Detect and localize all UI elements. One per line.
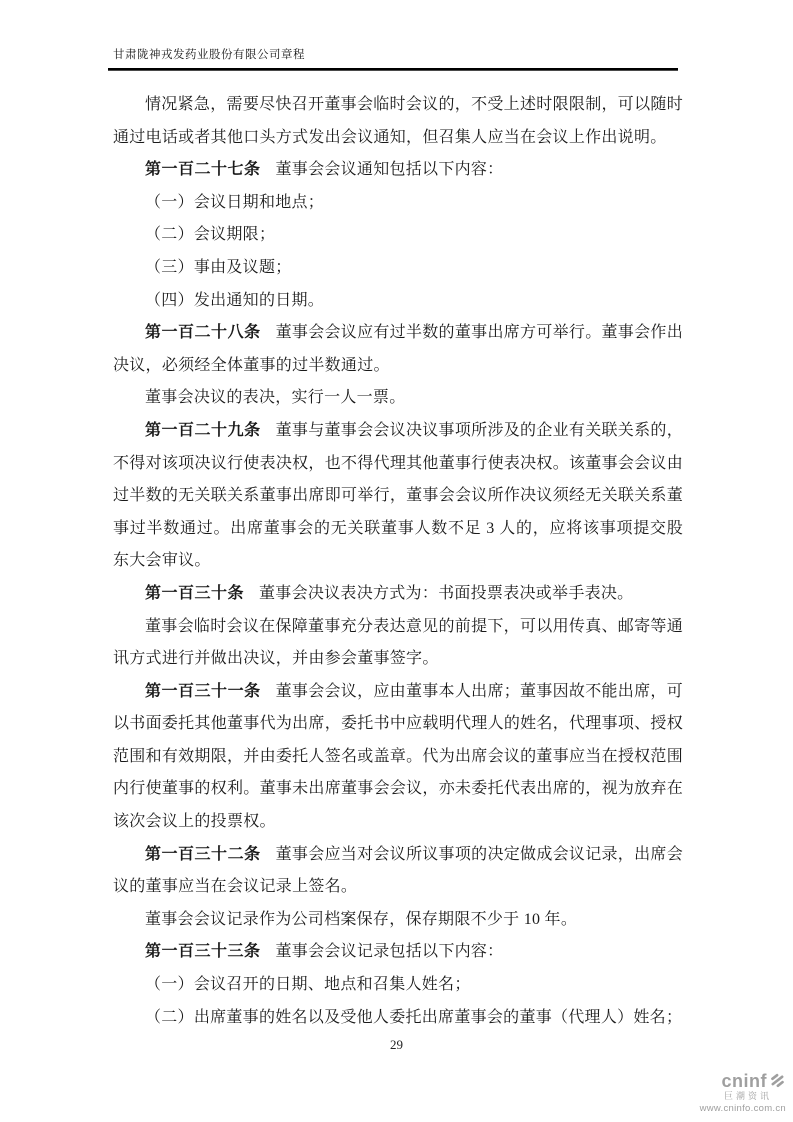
list-item: （四）发出通知的日期。: [145, 291, 325, 309]
article-number: 第一百二十七条: [145, 161, 261, 179]
article-number: 第一百三十一条: [145, 682, 261, 700]
article-number: 第一百二十九条: [145, 421, 261, 439]
cninfo-url: www.cninfo.com.cn: [699, 1102, 786, 1114]
article-paragraph: [113, 676, 683, 839]
cninfo-brand-text: cninf: [721, 1070, 767, 1091]
article-number: 第一百三十三条: [145, 943, 261, 961]
header-rule: [108, 68, 678, 71]
list-item: （二）出席董事的姓名以及受他人委托出席董事会的董事（代理人）姓名；: [145, 1008, 683, 1026]
list-item: （二）会议期限；: [145, 226, 276, 244]
article-text: 董事会会议应有过半数的董事出席方可举行。董事会作出决议，必须经全体董事的过半数通过。: [113, 324, 683, 374]
paragraph: 情况紧急，需要尽快召开董事会临时会议的，不受上述时限限制，可以随时通过电话或者其他口头方式发出会议通知，但召集人应当在会议上作出说明。: [113, 96, 683, 146]
page-number: 29: [390, 1037, 403, 1052]
article-number: 第一百三十二条: [145, 845, 261, 863]
article-number: 第一百二十八条: [145, 324, 261, 342]
paragraph: 董事会会议记录作为公司档案保存，保存期限不少于 10 年。: [145, 910, 578, 928]
article-paragraph: [113, 415, 683, 578]
article-paragraph: [113, 578, 683, 611]
article-paragraph: [113, 936, 683, 969]
paragraph: 董事会决议的表决，实行一人一票。: [145, 389, 406, 407]
article-text: 董事会会议记录包括以下内容：: [275, 943, 504, 961]
article-text: 董事会会议通知包括以下内容：: [275, 161, 504, 179]
article-text: 董事会应当对会议所议事项的决定做成会议记录，出席会议的董事应当在会议记录上签名。: [113, 845, 683, 896]
article-text: 董事会会议，应由董事本人出席；董事因故不能出席，可以书面委托其他董事代为出席，委托书中应载明代理人的姓名，代理事项、授权范围和有效期限，并由委托人签名或盖章。代为出席会议的董事应当在授权范围内行使董事的权利。董事未出席董事会会议，亦未委托代表出席的，视为放弃在该次会议上的投票权。: [113, 682, 683, 831]
article-paragraph: [113, 317, 683, 382]
article-text: 董事与董事会会议决议事项所涉及的企业有关联关系的，不得对该项决议行使表决权，也不得代理其他董事行使表决权。该董事会会议由过半数的无关联关系董事出席即可举行，董事会会议所作决议须经无关联关系董事过半数通过。出席董事会的无关联董事人数不足 3 人的，应将该事项提交股东大会审议。: [113, 421, 683, 570]
article-paragraph: [113, 154, 683, 187]
list-item: （三）事由及议题；: [145, 258, 292, 276]
article-number: 第一百三十条: [145, 584, 245, 602]
paragraph: 董事会临时会议在保障董事充分表达意见的前提下，可以用传真、邮寄等通讯方式进行并做出决议，并由参会董事签字。: [113, 617, 683, 668]
cninfo-watermark: [700, 1072, 786, 1114]
header-title: 甘肃陇神戎发药业股份有限公司章程: [113, 49, 305, 61]
list-item: （一）会议召开的日期、地点和召集人姓名；: [145, 976, 471, 994]
cninfo-chinese-name: 巨潮资讯: [723, 1090, 772, 1101]
article-paragraph: [113, 839, 683, 904]
list-item: （一）会议日期和地点；: [145, 193, 325, 211]
cninfo-logo-icon: [769, 1072, 786, 1089]
document-body: [113, 89, 683, 1034]
page-header: [108, 46, 678, 71]
article-text: 董事会决议表决方式为：书面投票表决或举手表决。: [259, 584, 634, 602]
